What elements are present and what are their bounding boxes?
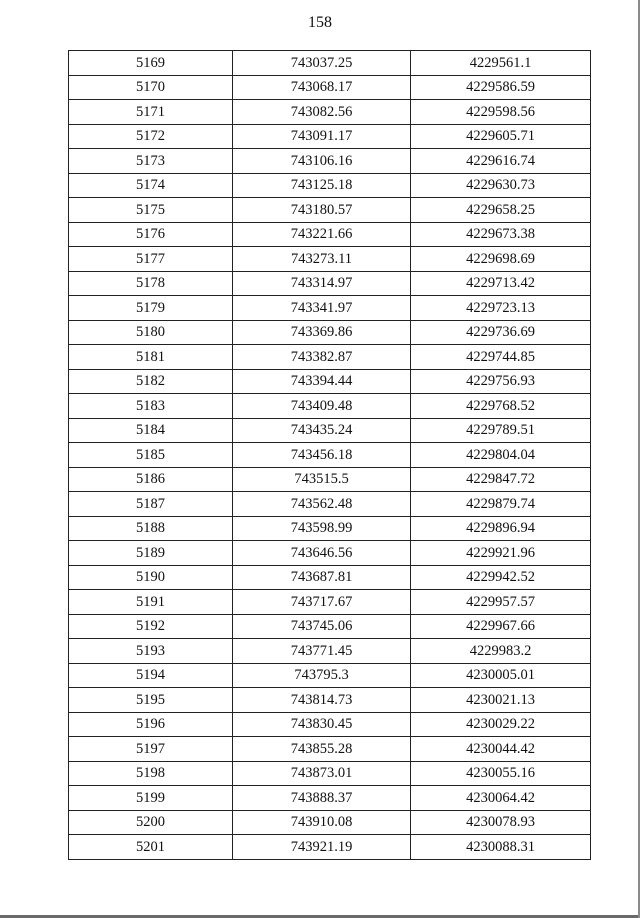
table-row bbox=[69, 394, 591, 419]
x-coordinate-cell: 743814.73 bbox=[233, 688, 411, 713]
table-row bbox=[69, 51, 591, 76]
point-id-cell: 5197 bbox=[69, 737, 233, 762]
x-coordinate-cell: 743068.17 bbox=[233, 75, 411, 100]
x-coordinate-cell: 743435.24 bbox=[233, 418, 411, 443]
page-number: 158 bbox=[308, 14, 332, 31]
table-row bbox=[69, 222, 591, 247]
table-row bbox=[69, 247, 591, 272]
x-coordinate-cell: 743180.57 bbox=[233, 198, 411, 223]
coordinate-table-body bbox=[69, 51, 591, 860]
table-row bbox=[69, 614, 591, 639]
x-coordinate-cell: 743341.97 bbox=[233, 296, 411, 321]
table-row bbox=[69, 516, 591, 541]
x-coordinate-cell: 743745.06 bbox=[233, 614, 411, 639]
point-id-cell: 5177 bbox=[69, 247, 233, 272]
y-coordinate-cell: 4229598.56 bbox=[411, 100, 591, 125]
point-id-cell: 5201 bbox=[69, 835, 233, 860]
table-row bbox=[69, 541, 591, 566]
y-coordinate-cell: 4229744.85 bbox=[411, 345, 591, 370]
x-coordinate-cell: 743394.44 bbox=[233, 369, 411, 394]
y-coordinate-cell: 4229896.94 bbox=[411, 516, 591, 541]
x-coordinate-cell: 743598.99 bbox=[233, 516, 411, 541]
table-row bbox=[69, 173, 591, 198]
table-row bbox=[69, 443, 591, 468]
y-coordinate-cell: 4229673.38 bbox=[411, 222, 591, 247]
x-coordinate-cell: 743795.3 bbox=[233, 663, 411, 688]
y-coordinate-cell: 4229586.59 bbox=[411, 75, 591, 100]
point-id-cell: 5188 bbox=[69, 516, 233, 541]
point-id-cell: 5192 bbox=[69, 614, 233, 639]
x-coordinate-cell: 743125.18 bbox=[233, 173, 411, 198]
coordinate-table bbox=[68, 50, 591, 860]
point-id-cell: 5181 bbox=[69, 345, 233, 370]
y-coordinate-cell: 4229713.42 bbox=[411, 271, 591, 296]
x-coordinate-cell: 743888.37 bbox=[233, 786, 411, 811]
y-coordinate-cell: 4229967.66 bbox=[411, 614, 591, 639]
point-id-cell: 5169 bbox=[69, 51, 233, 76]
x-coordinate-cell: 743456.18 bbox=[233, 443, 411, 468]
point-id-cell: 5183 bbox=[69, 394, 233, 419]
point-id-cell: 5195 bbox=[69, 688, 233, 713]
y-coordinate-cell: 4229658.25 bbox=[411, 198, 591, 223]
y-coordinate-cell: 4229723.13 bbox=[411, 296, 591, 321]
table-row bbox=[69, 761, 591, 786]
y-coordinate-cell: 4229698.69 bbox=[411, 247, 591, 272]
point-id-cell: 5199 bbox=[69, 786, 233, 811]
y-coordinate-cell: 4229921.96 bbox=[411, 541, 591, 566]
table-row bbox=[69, 467, 591, 492]
x-coordinate-cell: 743562.48 bbox=[233, 492, 411, 517]
point-id-cell: 5194 bbox=[69, 663, 233, 688]
table-row bbox=[69, 737, 591, 762]
y-coordinate-cell: 4230005.01 bbox=[411, 663, 591, 688]
table-row bbox=[69, 786, 591, 811]
point-id-cell: 5184 bbox=[69, 418, 233, 443]
point-id-cell: 5185 bbox=[69, 443, 233, 468]
x-coordinate-cell: 743515.5 bbox=[233, 467, 411, 492]
point-id-cell: 5176 bbox=[69, 222, 233, 247]
table-row bbox=[69, 271, 591, 296]
x-coordinate-cell: 743273.11 bbox=[233, 247, 411, 272]
table-row bbox=[69, 124, 591, 149]
table-row bbox=[69, 688, 591, 713]
table-row bbox=[69, 418, 591, 443]
point-id-cell: 5171 bbox=[69, 100, 233, 125]
y-coordinate-cell: 4230078.93 bbox=[411, 810, 591, 835]
point-id-cell: 5200 bbox=[69, 810, 233, 835]
table-row bbox=[69, 198, 591, 223]
y-coordinate-cell: 4229616.74 bbox=[411, 149, 591, 174]
x-coordinate-cell: 743221.66 bbox=[233, 222, 411, 247]
y-coordinate-cell: 4230044.42 bbox=[411, 737, 591, 762]
y-coordinate-cell: 4229804.04 bbox=[411, 443, 591, 468]
y-coordinate-cell: 4229736.69 bbox=[411, 320, 591, 345]
point-id-cell: 5196 bbox=[69, 712, 233, 737]
table-row bbox=[69, 369, 591, 394]
point-id-cell: 5187 bbox=[69, 492, 233, 517]
x-coordinate-cell: 743037.25 bbox=[233, 51, 411, 76]
table-row bbox=[69, 345, 591, 370]
x-coordinate-cell: 743830.45 bbox=[233, 712, 411, 737]
y-coordinate-cell: 4230055.16 bbox=[411, 761, 591, 786]
y-coordinate-cell: 4230021.13 bbox=[411, 688, 591, 713]
x-coordinate-cell: 743646.56 bbox=[233, 541, 411, 566]
point-id-cell: 5191 bbox=[69, 590, 233, 615]
table-row bbox=[69, 149, 591, 174]
point-id-cell: 5173 bbox=[69, 149, 233, 174]
y-coordinate-cell: 4229605.71 bbox=[411, 124, 591, 149]
y-coordinate-cell: 4229847.72 bbox=[411, 467, 591, 492]
table-row bbox=[69, 320, 591, 345]
x-coordinate-cell: 743717.67 bbox=[233, 590, 411, 615]
table-row bbox=[69, 590, 591, 615]
point-id-cell: 5172 bbox=[69, 124, 233, 149]
x-coordinate-cell: 743369.86 bbox=[233, 320, 411, 345]
table-row bbox=[69, 663, 591, 688]
table-row bbox=[69, 75, 591, 100]
table-row bbox=[69, 492, 591, 517]
point-id-cell: 5182 bbox=[69, 369, 233, 394]
table-row bbox=[69, 565, 591, 590]
point-id-cell: 5179 bbox=[69, 296, 233, 321]
point-id-cell: 5190 bbox=[69, 565, 233, 590]
y-coordinate-cell: 4229756.93 bbox=[411, 369, 591, 394]
table-row bbox=[69, 100, 591, 125]
point-id-cell: 5174 bbox=[69, 173, 233, 198]
y-coordinate-cell: 4229942.52 bbox=[411, 565, 591, 590]
y-coordinate-cell: 4229630.73 bbox=[411, 173, 591, 198]
y-coordinate-cell: 4229983.2 bbox=[411, 639, 591, 664]
point-id-cell: 5189 bbox=[69, 541, 233, 566]
x-coordinate-cell: 743106.16 bbox=[233, 149, 411, 174]
x-coordinate-cell: 743855.28 bbox=[233, 737, 411, 762]
point-id-cell: 5180 bbox=[69, 320, 233, 345]
table-row bbox=[69, 835, 591, 860]
x-coordinate-cell: 743921.19 bbox=[233, 835, 411, 860]
x-coordinate-cell: 743082.56 bbox=[233, 100, 411, 125]
y-coordinate-cell: 4229768.52 bbox=[411, 394, 591, 419]
table-row bbox=[69, 639, 591, 664]
y-coordinate-cell: 4229789.51 bbox=[411, 418, 591, 443]
x-coordinate-cell: 743409.48 bbox=[233, 394, 411, 419]
table-row bbox=[69, 810, 591, 835]
x-coordinate-cell: 743771.45 bbox=[233, 639, 411, 664]
x-coordinate-cell: 743091.17 bbox=[233, 124, 411, 149]
point-id-cell: 5178 bbox=[69, 271, 233, 296]
y-coordinate-cell: 4230088.31 bbox=[411, 835, 591, 860]
point-id-cell: 5170 bbox=[69, 75, 233, 100]
point-id-cell: 5175 bbox=[69, 198, 233, 223]
point-id-cell: 5198 bbox=[69, 761, 233, 786]
x-coordinate-cell: 743873.01 bbox=[233, 761, 411, 786]
y-coordinate-cell: 4230064.42 bbox=[411, 786, 591, 811]
x-coordinate-cell: 743687.81 bbox=[233, 565, 411, 590]
point-id-cell: 5186 bbox=[69, 467, 233, 492]
y-coordinate-cell: 4230029.22 bbox=[411, 712, 591, 737]
y-coordinate-cell: 4229957.57 bbox=[411, 590, 591, 615]
point-id-cell: 5193 bbox=[69, 639, 233, 664]
x-coordinate-cell: 743382.87 bbox=[233, 345, 411, 370]
x-coordinate-cell: 743314.97 bbox=[233, 271, 411, 296]
table-row bbox=[69, 712, 591, 737]
y-coordinate-cell: 4229561.1 bbox=[411, 51, 591, 76]
y-coordinate-cell: 4229879.74 bbox=[411, 492, 591, 517]
x-coordinate-cell: 743910.08 bbox=[233, 810, 411, 835]
table-row bbox=[69, 296, 591, 321]
